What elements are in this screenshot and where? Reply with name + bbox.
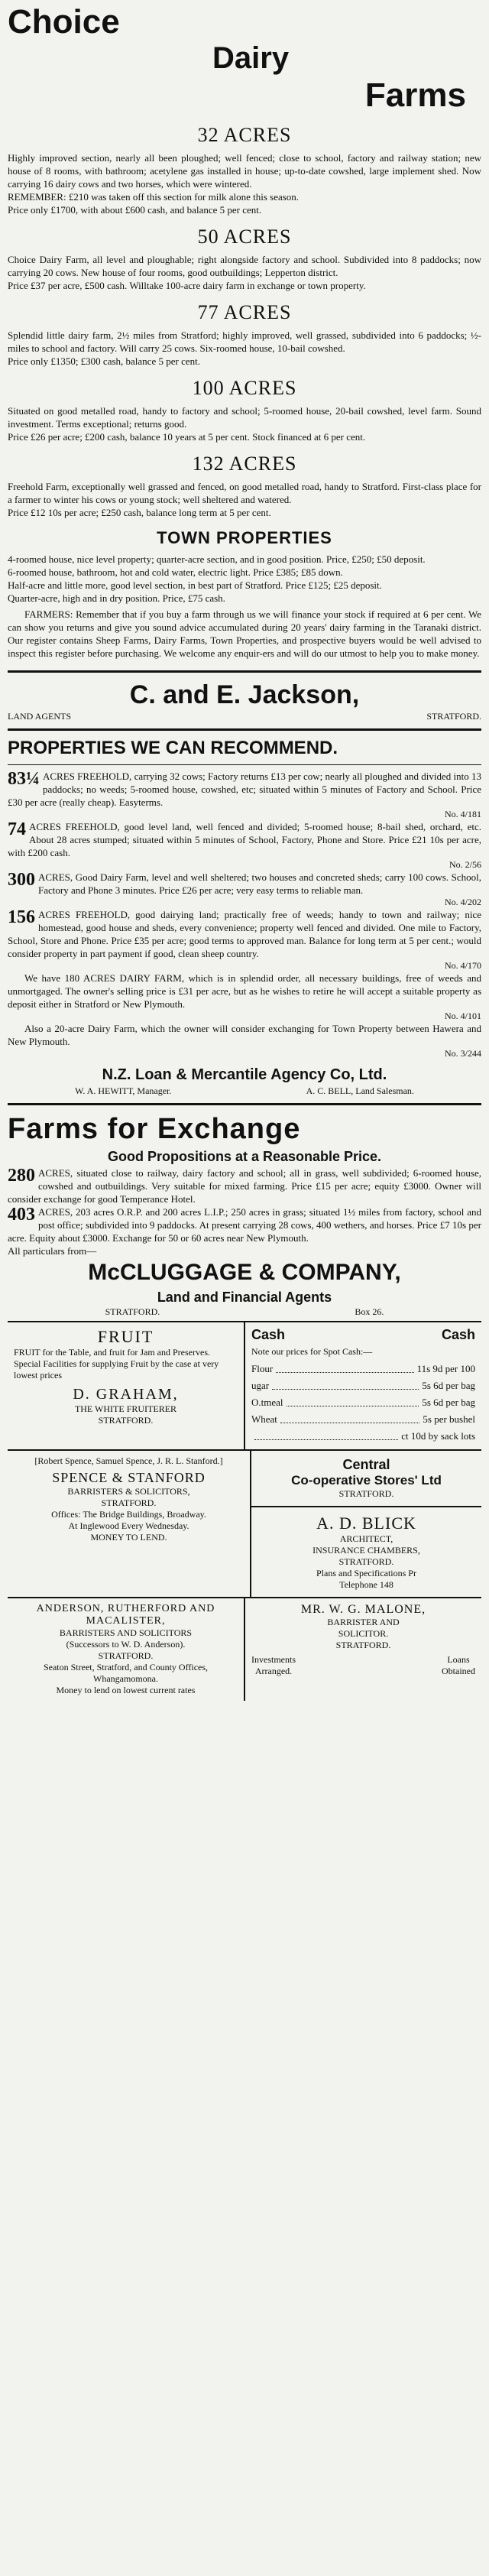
small-ads-row-2 xyxy=(8,1449,481,1597)
item-text: ACRES, Good Dairy Farm, level and well sheltered; two houses and concreted sheds; carry 100 cows. School, Factory and Phone 3 minutes. Price £26 per acre; very easy terms to reliable man. xyxy=(38,871,481,896)
divider xyxy=(8,670,481,673)
central-town: STRATFORD. xyxy=(338,1488,394,1499)
divider xyxy=(8,764,481,765)
fruit-name: D. GRAHAM, xyxy=(73,1386,179,1403)
jackson-town: STRATFORD. xyxy=(426,711,481,722)
mccluggage-box: Box 26. xyxy=(355,1306,384,1317)
item-acreage: 83¼ xyxy=(8,769,40,789)
jackson-land-agents: LAND AGENTS xyxy=(8,711,71,722)
price-item: Wheat xyxy=(251,1413,277,1425)
malone-invest2: Arranged. xyxy=(254,1666,293,1676)
price-row xyxy=(251,1377,475,1394)
spence-firm: SPENCE & STANFORD xyxy=(52,1470,206,1485)
ad-title-dairy: Dairy xyxy=(212,41,290,75)
central-line1: Central xyxy=(342,1457,390,1472)
divider xyxy=(8,1103,481,1105)
recommend-item xyxy=(8,908,481,972)
listing-heading: 100 ACRES xyxy=(192,377,297,399)
spence-partners: [Robert Spence, Samuel Spence, J. R. L. Stanford.] xyxy=(34,1455,223,1466)
town-property-item: Half-acre and little more, good level section, in best part of Stratford. Price £125; £25 deposit. xyxy=(8,579,382,591)
blick-town: STRATFORD. xyxy=(338,1556,394,1567)
exchange-heading: Farms for Exchange xyxy=(8,1113,301,1145)
malone-name: MR. W. G. MALONE, xyxy=(300,1603,426,1616)
spence-money: MONEY TO LEND. xyxy=(90,1532,167,1543)
recommend-item xyxy=(8,972,481,1022)
spence-title: BARRISTERS & SOLICITORS, xyxy=(67,1486,190,1497)
particulars-line: All particulars from— xyxy=(8,1245,97,1257)
listing-text: Situated on good metalled road, handy to factory and school; 5-roomed house, 20-bail cowshed, level farm. Sound investment. Terms exceptional; returns good. xyxy=(8,405,481,430)
malone-loans2: Obtained xyxy=(442,1666,475,1676)
exchange-item xyxy=(8,1205,481,1244)
item-text: ACRES FREEHOLD, good level land, well fenced and divided; 5-roomed house; 8-bail shed, orchard, etc. About 28 acres stumped; situated within 5 minutes of School, Factory, Phone and Store. Price £21 10s per acre, with £200 cash. xyxy=(8,821,481,858)
divider xyxy=(8,728,481,731)
town-property-item: Quarter-acre, high and in dry position. Price, £75 cash. xyxy=(8,592,225,604)
town-properties-heading: TOWN PROPERTIES xyxy=(157,528,332,547)
mccluggage-agents: Land and Financial Agents xyxy=(157,1290,332,1305)
item-acreage: 280 xyxy=(8,1166,35,1186)
blick-office: INSURANCE CHAMBERS, xyxy=(313,1545,420,1556)
jackson-ad xyxy=(8,679,481,722)
anderson-title: BARRISTERS AND SOLICITORS xyxy=(59,1627,193,1638)
farmers-notice: FARMERS: Remember that if you buy a farm through us we will finance your stock if required at 6 per cent. We can show you returns and give you sound advice accumulated during 20 years' dairy farming in the Taranaki district. Our register contains Sheep Farms, Dairy Farms, Town Properties, and prospective buyers would be well advised to inspect this register before purchasing. We welcome any enquir-ers and will do our utmost to help you to make money. xyxy=(8,608,481,659)
cash-intro: Note our prices for Spot Cash:— xyxy=(251,1346,373,1357)
recommend-heading: PROPERTIES WE CAN RECOMMEND. xyxy=(8,738,338,758)
malone-title2: SOLICITOR. xyxy=(338,1628,389,1639)
malone-loans1: Loans xyxy=(447,1654,470,1665)
listing-text: Highly improved section, nearly all been ploughed; well fenced; close to school, factory and railway station; new house of 8 rooms, with bathroom; acetylene gas installed in house; up-to-date cowshed, large implement shed. Now carrying 16 dairy cows and two horses, which were wintered. xyxy=(8,152,481,190)
item-acreage: 156 xyxy=(8,907,35,927)
right-stack xyxy=(250,1451,481,1597)
blick-plans: Plans and Specifications Pr xyxy=(316,1568,416,1578)
cash-left: Cash xyxy=(251,1327,286,1342)
anderson-firm1: ANDERSON, RUTHERFORD AND xyxy=(36,1603,215,1614)
listing-price: Price £26 per acre; £200 cash, balance 10 years at 5 per cent. Stock financed at 6 per cent. xyxy=(8,431,366,443)
item-acreage: 74 xyxy=(8,819,26,839)
exchange-item xyxy=(8,1166,481,1205)
price-value: ct 10d by sack lots xyxy=(401,1430,475,1442)
central-line2: Co-operative Stores' Ltd xyxy=(291,1473,442,1488)
listing-heading: 77 ACRES xyxy=(197,301,292,323)
malone-town: STRATFORD. xyxy=(335,1640,391,1650)
malone-ad xyxy=(244,1598,481,1701)
listing-heading: 32 ACRES xyxy=(197,124,292,146)
item-text: ACRES, situated close to railway, dairy factory and school; all in grass, well subdivided; 6-roomed house, cowshed and outbuildings. Very suitable for mixed farming. Price £15 per acre; equity £3000. Owner will consider exchange for good Temperance Hotel. xyxy=(8,1167,481,1205)
cash-ad xyxy=(244,1322,481,1449)
listing-remember: REMEMBER: £210 was taken off this section for milk alone this season. xyxy=(8,191,300,203)
listing-100-acres xyxy=(8,377,481,443)
price-row xyxy=(251,1428,475,1445)
listing-77-acres xyxy=(8,301,481,368)
jackson-firm-name: C. and E. Jackson, xyxy=(129,680,360,709)
item-ref: No. 3/244 xyxy=(445,1048,481,1059)
recommend-item xyxy=(8,1022,481,1059)
small-ads-row-3 xyxy=(8,1597,481,1701)
price-row xyxy=(251,1411,475,1428)
anderson-money: Money to lend on lowest current rates xyxy=(56,1685,196,1695)
item-text: We have 180 ACRES DAIRY FARM, which is in splendid order, all necessary buildings, free of weeds and unmortgaged. The owner's selling price is £31 per acre, but as he wishes to retire he will accept a suitable property as deposit either in Stratford or New Plymouth. xyxy=(8,972,481,1010)
item-ref: No. 4/202 xyxy=(445,897,481,907)
blick-role: ARCHITECT, xyxy=(339,1533,393,1544)
listing-heading: 132 ACRES xyxy=(192,453,297,475)
listing-price: Price £12 10s per acre; £250 cash, balance long term at 5 per cent. xyxy=(8,507,271,518)
exchange-ad xyxy=(8,1111,481,1318)
ad-title-farms: Farms xyxy=(364,76,466,114)
fruit-ad xyxy=(8,1322,244,1449)
listing-text: Splendid little dairy farm, 2½ miles from Stratford; highly improved, well grassed, subdivided into 6 paddocks; ½-miles to school and factory. Will carry 25 cows. Six-roomed house, 10-bail cowshed. xyxy=(8,329,481,354)
exchange-subheading: Good Propositions at a Reasonable Price. xyxy=(107,1149,382,1164)
malone-invest1: Investments xyxy=(251,1654,296,1665)
blick-ad xyxy=(251,1506,481,1597)
listing-price: Price £37 per acre, £500 cash. Willtake 100-acre dairy farm in exchange or town property. xyxy=(8,280,366,291)
listing-50-acres xyxy=(8,225,481,292)
listing-text: Choice Dairy Farm, all level and ploughable; right alongside factory and school. Subdivided into 8 paddocks; now carrying 20 cows. New house of four rooms, good outbuildings; Lepperton district. xyxy=(8,254,481,278)
small-ads-row-1 xyxy=(8,1321,481,1449)
salesman-name: A. C. BELL, Land Salesman. xyxy=(306,1085,414,1096)
price-row xyxy=(251,1361,475,1377)
item-ref: No. 4/101 xyxy=(445,1011,481,1021)
spence-offices: Offices: The Bridge Buildings, Broadway. xyxy=(51,1509,206,1520)
item-ref: No. 2/56 xyxy=(449,859,481,870)
manager-name: W. A. HEWITT, Manager. xyxy=(75,1085,172,1096)
price-row xyxy=(251,1394,475,1411)
item-text: ACRES FREEHOLD, good dairying land; practically free of weeds; handy to town and railway; nice homestead, good house and sheds, every convenience; property well fenced and divided. One mile to Factory, School, Store and Phone. Price £35 per acre; good terms to approved man. Balance for long term at 5 per cent.; would consider property in part payment if good, clean sheep country. xyxy=(8,909,481,959)
price-item: ugar xyxy=(251,1380,270,1391)
item-acreage: 300 xyxy=(8,870,35,890)
choice-dairy-farms-ad xyxy=(8,5,481,660)
anderson-successors: (Successors to W. D. Anderson). xyxy=(66,1639,186,1650)
mccluggage-town: STRATFORD. xyxy=(105,1306,160,1317)
item-text: ACRES, 203 acres O.R.P. and 200 acres L.I.P.; 250 acres in grass; situated 1½ miles from factory, school and post office; subdivided into 9 paddocks. At present carrying 28 cows, 400 wethers, and horses. Price £7 10s per acre. Equity about £3000. Exchange for 50 or 60 acres near New Plymouth. xyxy=(8,1206,481,1244)
listing-heading: 50 ACRES xyxy=(197,225,292,248)
listing-text: Freehold Farm, exceptionally well grassed and fenced, on good metalled road, handy to Stratford. First-class place for a farmer to winter his cows or young stock; well sheltered and watered. xyxy=(8,481,481,505)
spence-stanford-ad xyxy=(8,1451,250,1597)
town-property-item: 6-roomed house, bathroom, hot and cold water, electric light. Price £385; £85 down. xyxy=(8,566,343,578)
fruit-title: FRUIT xyxy=(97,1327,154,1346)
price-value: 5s 6d per bag xyxy=(422,1380,475,1391)
recommend-item xyxy=(8,770,481,820)
blick-phone: Telephone 148 xyxy=(339,1579,393,1590)
item-acreage: 403 xyxy=(8,1205,35,1225)
recommend-item xyxy=(8,871,481,908)
price-value: 11s 9d per 100 xyxy=(416,1363,475,1374)
anderson-town: STRATFORD. xyxy=(98,1650,154,1661)
anderson-firm2: MACALISTER, xyxy=(86,1615,166,1627)
item-text: ACRES FREEHOLD, carrying 32 cows; Factory returns £13 per cow; nearly all ploughed and divided into 13 paddocks; no weeds; 5-roomed house, cowshed, etc; situated within 5 minutes of Factory and School. Price £30 per acre (really cheap). Easyterms. xyxy=(8,771,481,808)
nz-loan-company: N.Z. Loan & Mercantile Agency Co, Ltd. xyxy=(102,1066,387,1083)
item-ref: No. 4/181 xyxy=(445,809,481,819)
listing-32-acres xyxy=(8,124,481,216)
malone-title1: BARRISTER AND xyxy=(327,1617,400,1627)
central-stores-ad xyxy=(251,1451,481,1506)
price-item: Flour xyxy=(251,1363,274,1374)
mccluggage-firm: McCLUGGAGE & COMPANY, xyxy=(88,1260,401,1285)
blick-name: A. D. BLICK xyxy=(316,1513,416,1533)
anderson-ad xyxy=(8,1598,244,1701)
price-value: 5s per bushel xyxy=(423,1413,475,1425)
ad-title-choice: Choice xyxy=(8,3,120,41)
price-value: 5s 6d per bag xyxy=(422,1397,475,1408)
cash-right: Cash xyxy=(441,1327,475,1342)
item-ref: No. 4/170 xyxy=(445,960,481,971)
spence-town: STRATFORD. xyxy=(101,1497,157,1508)
listing-price: Price only £1700, with about £600 cash, and balance 5 per cent. xyxy=(8,204,262,216)
spence-inglewood: At Inglewood Every Wednesday. xyxy=(68,1520,189,1531)
listing-price: Price only £1350; £300 cash, balance 5 per cent. xyxy=(8,355,200,367)
item-text: Also a 20-acre Dairy Farm, which the owner will consider exchanging for Town Property between Hawera and New Plymouth. xyxy=(8,1023,481,1047)
fruit-shop: THE WHITE FRUITERER xyxy=(74,1403,177,1414)
recommend-ad xyxy=(8,737,481,1097)
fruit-text: FRUIT for the Table, and fruit for Jam and Preserves. Special Facilities for supplying Fruit by the case at very lowest prices xyxy=(14,1347,219,1380)
recommend-item xyxy=(8,820,481,871)
price-item: O.tmeal xyxy=(251,1397,283,1408)
listing-132-acres xyxy=(8,453,481,519)
town-property-item: 4-roomed house, nice level property; quarter-acre section, and in good position. Price, £250; £50 deposit. xyxy=(8,553,426,565)
anderson-address: Seaton Street, Stratford, and County Offices, Whangamomona. xyxy=(43,1662,209,1684)
fruit-town: STRATFORD. xyxy=(98,1415,154,1426)
